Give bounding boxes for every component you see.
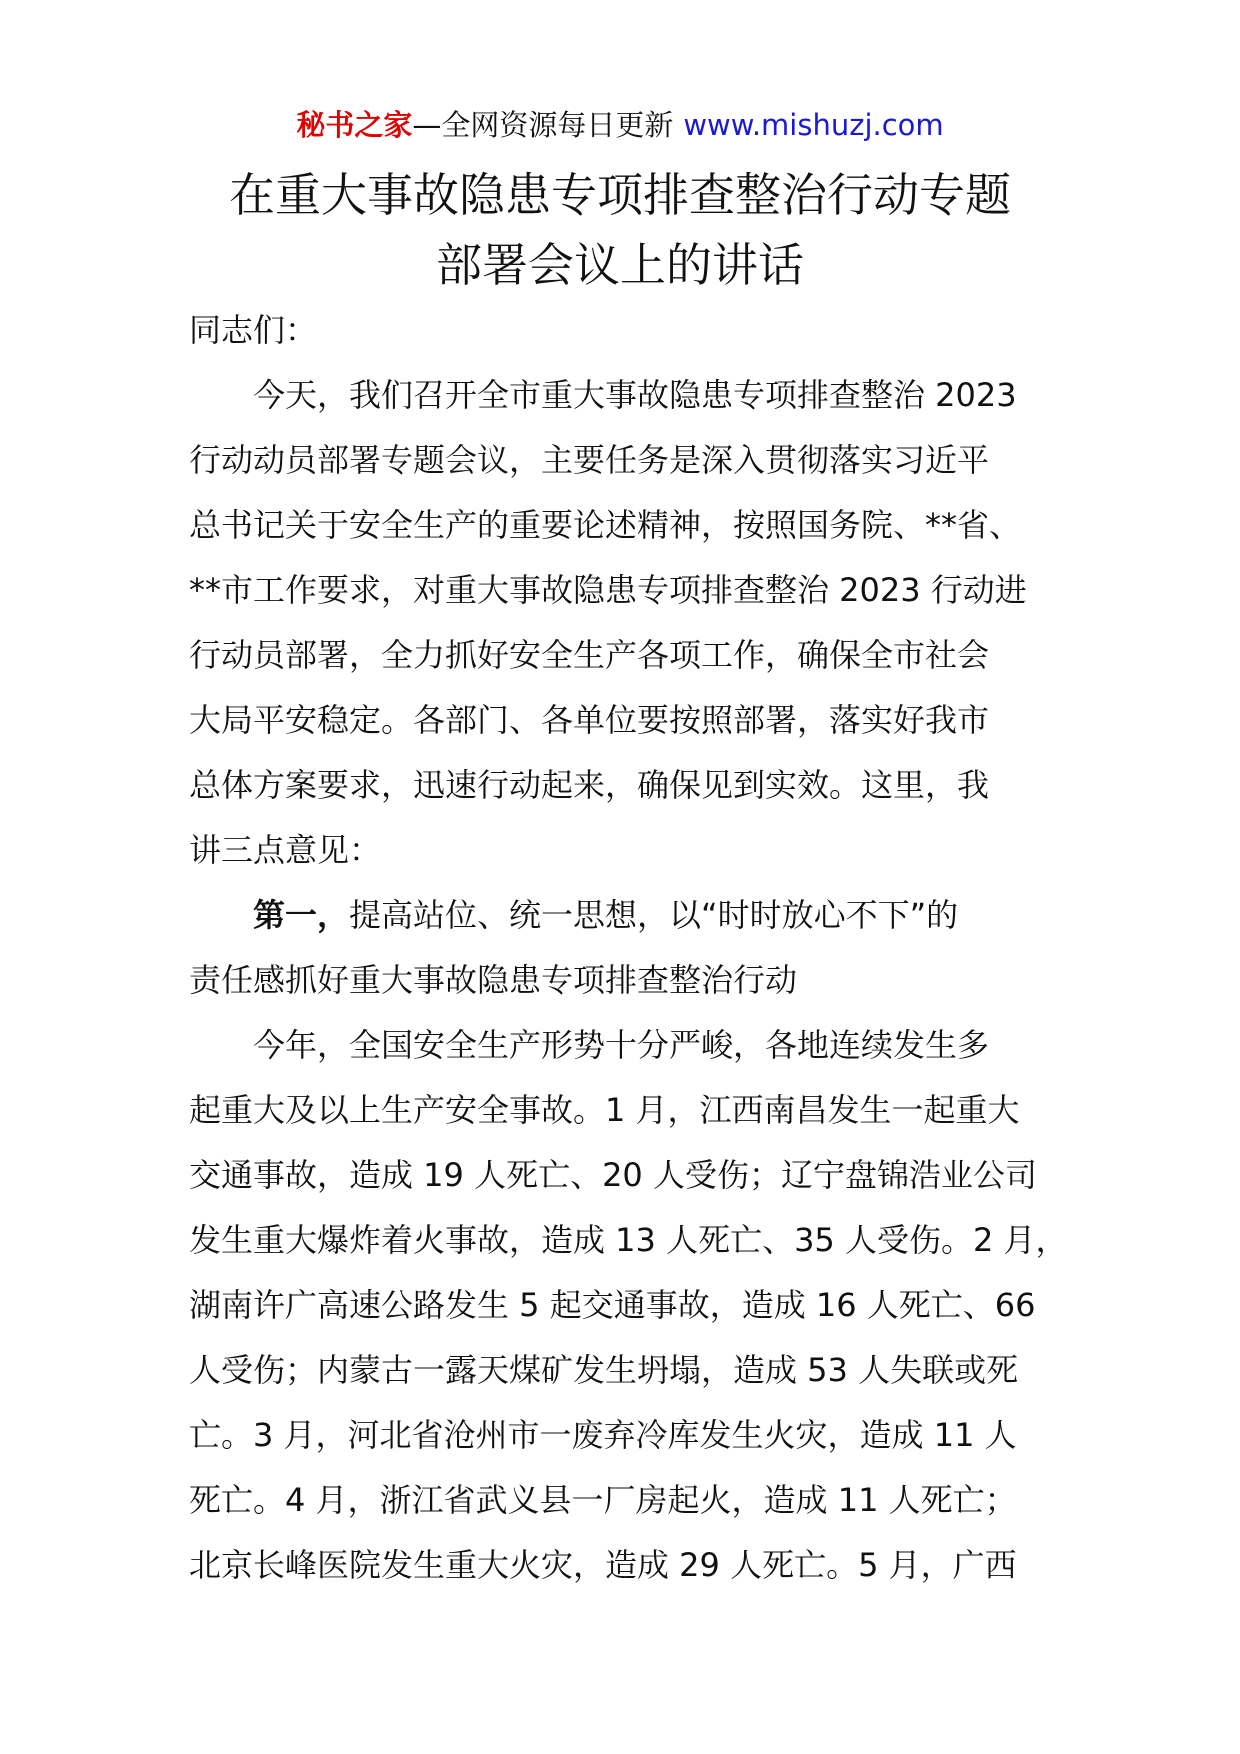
text-line: 人受伤；内蒙古一露天煤矿发生坍塌，造成 53 人失联或死 [189, 1351, 1019, 1389]
text-line: 发生重大爆炸着火事故，造成 13 人死亡、35 人受伤。2 月， [189, 1221, 1068, 1259]
text-line: 今年，全国安全生产形势十分严峻，各地连续发生多 [253, 1026, 990, 1064]
salutation: 同志们： [189, 311, 318, 349]
text-line: 行动员部署，全力抓好安全生产各项工作，确保全市社会 [189, 636, 990, 674]
text-line: 交通事故，造成 19 人死亡、20 人受伤；辽宁盘锦浩业公司 [189, 1156, 1037, 1194]
text-line: 大局平安稳定。各部门、各单位要按照部署，落实好我市 [189, 701, 990, 739]
text-line: 行动动员部署专题会议，主要任务是深入贯彻落实习近平 [189, 441, 990, 479]
text-line: **市工作要求，对重大事故隐患专项排查整治 2023 行动进 [189, 571, 1027, 609]
section-heading-line [189, 883, 1069, 948]
brand-name: 秘书之家 [296, 108, 413, 142]
header-slogan: —全网资源每日更新 [412, 108, 674, 142]
text-line: 今天，我们召开全市重大事故隐患专项排查整治 2023 [253, 376, 1017, 414]
text-line: 北京长峰医院发生重大火灾，造成 29 人死亡。5 月，广西 [189, 1546, 1017, 1584]
section-heading-line: 责任感抓好重大事故隐患专项排查整治行动 [189, 961, 798, 999]
paragraph-intro [189, 363, 1069, 883]
text-line: 总体方案要求，迅速行动起来，确保见到实效。这里，我 [189, 766, 990, 804]
page-title [0, 160, 1240, 300]
title-line-2: 部署会议上的讲话 [436, 238, 804, 292]
section-number: 第一， [253, 896, 350, 934]
text-line: 讲三点意见： [189, 831, 382, 869]
document-body [189, 298, 1069, 1598]
text-line: 起重大及以上生产安全事故。1 月，江西南昌发生一起重大 [189, 1091, 1020, 1129]
title-line-1: 在重大事故隐患专项排查整治行动专题 [229, 168, 1011, 222]
paragraph-accidents [189, 1013, 1069, 1598]
site-header [0, 103, 1240, 147]
section-heading-text: 提高站位、统一思想，以“时时放心不下”的 [349, 896, 959, 934]
text-line: 亡。3 月，河北省沧州市一废弃冷库发生火灾，造成 11 人 [189, 1416, 1017, 1454]
text-line: 湖南许广高速公路发生 5 起交通事故，造成 16 人死亡、66 [189, 1286, 1036, 1324]
text-line: 总书记关于安全生产的重要论述精神，按照国务院、**省、 [189, 506, 1022, 544]
text-line: 死亡。4 月，浙江省武义县一厂房起火，造成 11 人死亡； [189, 1481, 1017, 1519]
site-url[interactable]: www.mishuzj.com [683, 108, 944, 142]
section-heading-1 [189, 883, 1069, 1013]
